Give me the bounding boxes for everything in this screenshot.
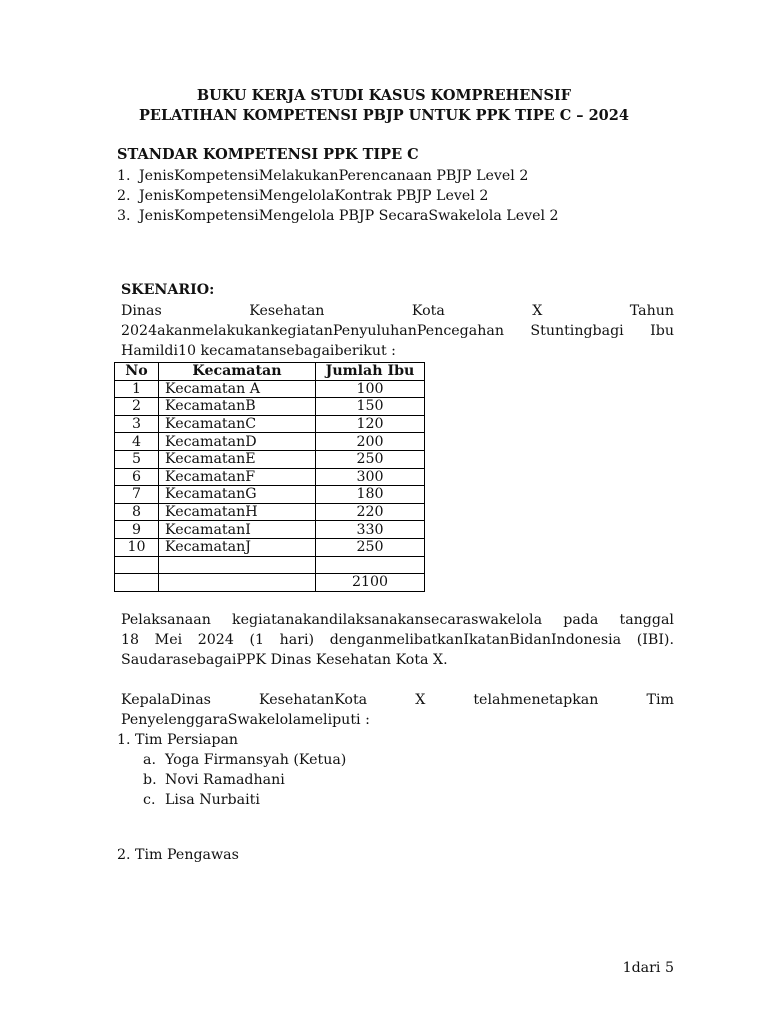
skenario-heading: SKENARIO: bbox=[121, 282, 215, 298]
table-row: 9 KecamatanI 330 bbox=[115, 521, 425, 539]
kepala-paragraph bbox=[121, 690, 674, 730]
table-row: 2 KecamatanB 150 bbox=[115, 398, 425, 416]
paragraph-line: KepalaDinas KesehatanKota X telahmenetapkan Tim bbox=[121, 692, 674, 708]
table-row: 6 KecamatanF 300 bbox=[115, 468, 425, 486]
table-row: 4 KecamatanD 200 bbox=[115, 433, 425, 451]
table-row: 10 KecamatanJ 250 bbox=[115, 538, 425, 556]
paragraph-line: SaudarasebagaiPPK Dinas Kesehatan Kota X. bbox=[121, 652, 448, 668]
list-item: 1. JenisKompetensiMelakukanPerencanaan PBJP Level 2 bbox=[117, 168, 529, 184]
pelaksanaan-paragraph bbox=[121, 610, 674, 670]
column-header-jumlah: Jumlah Ibu bbox=[316, 363, 425, 381]
table-total-row bbox=[115, 574, 425, 592]
table-row: 5 KecamatanE 250 bbox=[115, 450, 425, 468]
table-empty-row bbox=[115, 556, 425, 574]
standar-heading: STANDAR KOMPETENSI PPK TIPE C bbox=[117, 146, 419, 163]
list-item: 3. JenisKompetensiMengelola PBJP SecaraSwakelola Level 2 bbox=[117, 208, 559, 224]
kecamatan-table bbox=[114, 362, 425, 592]
tim-persiapan-heading: 1. Tim Persiapan bbox=[117, 732, 239, 748]
column-header-no: No bbox=[115, 363, 159, 381]
table-header-row bbox=[115, 363, 425, 381]
list-item: 2. JenisKompetensiMengelolaKontrak PBJP Level 2 bbox=[117, 188, 489, 204]
document-title-line-1: BUKU KERJA STUDI KASUS KOMPREHENSIF bbox=[196, 87, 572, 104]
paragraph-line: 2024akanmelakukankegiatanPenyuluhanPencegahan Stuntingbagi Ibu bbox=[121, 323, 674, 339]
total-value: 2100 bbox=[316, 574, 425, 592]
skenario-paragraph bbox=[121, 301, 674, 361]
table-row: 7 KecamatanG 180 bbox=[115, 486, 425, 504]
paragraph-line: 18 Mei 2024 (1 hari) denganmelibatkanIkatanBidanIndonesia (IBI). bbox=[121, 632, 674, 648]
list-item: a. Yoga Firmansyah (Ketua) bbox=[143, 752, 347, 768]
tim-persiapan-list bbox=[117, 730, 346, 810]
document-title-line-2: PELATIHAN KOMPETENSI PBJP UNTUK PPK TIPE C – 2024 bbox=[139, 107, 629, 124]
table-row: 8 KecamatanH 220 bbox=[115, 503, 425, 521]
paragraph-line: Dinas Kesehatan Kota X Tahun bbox=[121, 303, 674, 319]
standar-list bbox=[117, 166, 559, 226]
page-number: 1dari 5 bbox=[622, 960, 674, 976]
list-item: b. Novi Ramadhani bbox=[143, 772, 285, 788]
table-row: 3 KecamatanC 120 bbox=[115, 415, 425, 433]
paragraph-line: Hamildi10 kecamatansebagaiberikut : bbox=[121, 343, 396, 359]
list-item: c. Lisa Nurbaiti bbox=[143, 792, 260, 808]
tim-pengawas-heading: 2. Tim Pengawas bbox=[117, 847, 239, 863]
paragraph-line: PenyelenggaraSwakelolameliputi : bbox=[121, 712, 370, 728]
paragraph-line: Pelaksanaan kegiatanakandilaksanakansecaraswakelola pada tanggal bbox=[121, 612, 674, 628]
table-row: 1 Kecamatan A 100 bbox=[115, 380, 425, 398]
column-header-kecamatan: Kecamatan bbox=[159, 363, 316, 381]
